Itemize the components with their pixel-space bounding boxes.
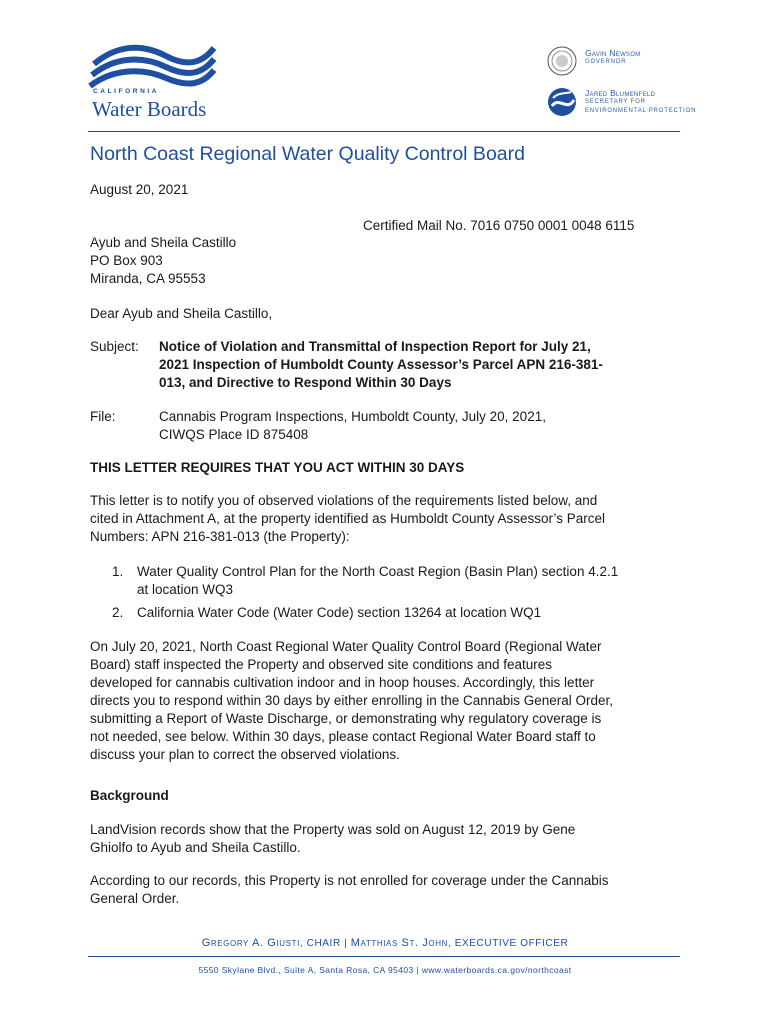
secretary-title-line1: SECRETARY FOR: [585, 99, 646, 105]
violation-number: 1.: [112, 564, 124, 579]
board-title: North Coast Regional Water Quality Control Board: [90, 143, 525, 165]
calepa-logo-icon: [547, 86, 577, 118]
footer-officer-title: , EXECUTIVE OFFICER: [447, 938, 569, 949]
file-line: Cannabis Program Inspections, Humboldt County, July 20, 2021,: [159, 409, 546, 424]
background-line: Ghiolfo to Ayub and Sheila Castillo.: [90, 840, 301, 855]
secretary-block: [585, 89, 696, 116]
intro-line: This letter is to notify you of observed violations of the requirements listed below, and: [90, 493, 598, 508]
inspection-line: Board) staff inspected the Property and observed site conditions and features: [90, 657, 553, 672]
background-line: General Order.: [90, 891, 180, 906]
footer-separator: |: [344, 938, 348, 949]
certified-mail-number: Certified Mail No. 7016 0750 0001 0048 6115: [363, 218, 635, 233]
violation-line: California Water Code (Water Code) section 13264 at location WQ1: [137, 605, 542, 620]
salutation: Dear Ayub and Sheila Castillo,: [90, 306, 273, 321]
water-boards-logo: [88, 42, 218, 124]
violation-line: Water Quality Control Plan for the North Coast Region (Basin Plan) section 4.2.1: [137, 564, 619, 579]
footer-officer-name: Matthias St. John: [350, 937, 448, 949]
governor-title: GOVERNOR: [585, 59, 627, 65]
inspection-line: On July 20, 2021, North Coast Regional Water Quality Control Board (Regional Water: [90, 639, 602, 654]
footer-address-separator: |: [416, 965, 420, 975]
inspection-line: discuss your plan to correct the observed violations.: [90, 747, 400, 762]
inspection-line: developed for cannabis cultivation indoor and in hoop houses. Accordingly, this letter: [90, 675, 595, 690]
subject-label: Subject:: [90, 339, 139, 354]
recipient-names: Ayub and Sheila Castillo: [90, 235, 237, 250]
footer-website-link[interactable]: www.waterboards.ca.gov/northcoast: [421, 965, 572, 975]
logo-name: Water Boards: [92, 97, 207, 121]
footer-address-line: [0, 965, 770, 975]
inspection-line: not needed, see below. Within 30 days, please contact Regional Water Board staff to: [90, 729, 596, 744]
governor-block: [585, 49, 641, 67]
waves-icon: [88, 42, 218, 92]
footer-chair-title: , CHAIR: [299, 938, 341, 949]
header-divider: [88, 131, 680, 132]
governor-name: Gavin Newsom: [585, 48, 641, 58]
footer-chair-name: Gregory A. Giusti: [201, 937, 300, 949]
secretary-title-line2: ENVIRONMENTAL PROTECTION: [585, 108, 697, 114]
requirement-heading: THIS LETTER REQUIRES THAT YOU ACT WITHIN 30 DAYS: [90, 460, 465, 475]
subject-line: 013, and Directive to Respond Within 30 Days: [159, 375, 452, 390]
footer-divider: [88, 956, 680, 957]
violation-number: 2.: [112, 605, 124, 620]
state-seal-icon: [547, 46, 577, 76]
file-line: CIWQS Place ID 875408: [159, 427, 309, 442]
file-label: File:: [90, 409, 116, 424]
background-heading: Background: [90, 788, 169, 803]
intro-line: Numbers: APN 216-381-013 (the Property):: [90, 529, 350, 544]
subject-line: Notice of Violation and Transmittal of Inspection Report for July 21,: [159, 339, 591, 354]
background-line: According to our records, this Property is not enrolled for coverage under the Cannabis: [90, 873, 609, 888]
footer-address: 5550 Skylane Blvd., Suite A, Santa Rosa, CA 95403: [198, 965, 414, 975]
intro-line: cited in Attachment A, at the property identified as Humboldt County Assessor’s Parcel: [90, 511, 606, 526]
secretary-name: Jared Blumenfeld: [585, 88, 656, 98]
background-line: LandVision records show that the Property was sold on August 12, 2019 by Gene: [90, 822, 576, 837]
logo-state: CALIFORNIA: [93, 88, 160, 95]
footer-officers: [0, 937, 770, 949]
letter-date: August 20, 2021: [90, 182, 189, 197]
recipient-address-line2: Miranda, CA 95553: [90, 271, 206, 286]
recipient-address-line1: PO Box 903: [90, 253, 163, 268]
inspection-line: directs you to respond within 30 days by either enrolling in the Cannabis General Order,: [90, 693, 614, 708]
subject-line: 2021 Inspection of Humboldt County Assessor’s Parcel APN 216-381-: [159, 357, 603, 372]
violation-line: at location WQ3: [137, 582, 234, 597]
inspection-line: submitting a Report of Waste Discharge, or demonstrating why regulatory coverage is: [90, 711, 602, 726]
